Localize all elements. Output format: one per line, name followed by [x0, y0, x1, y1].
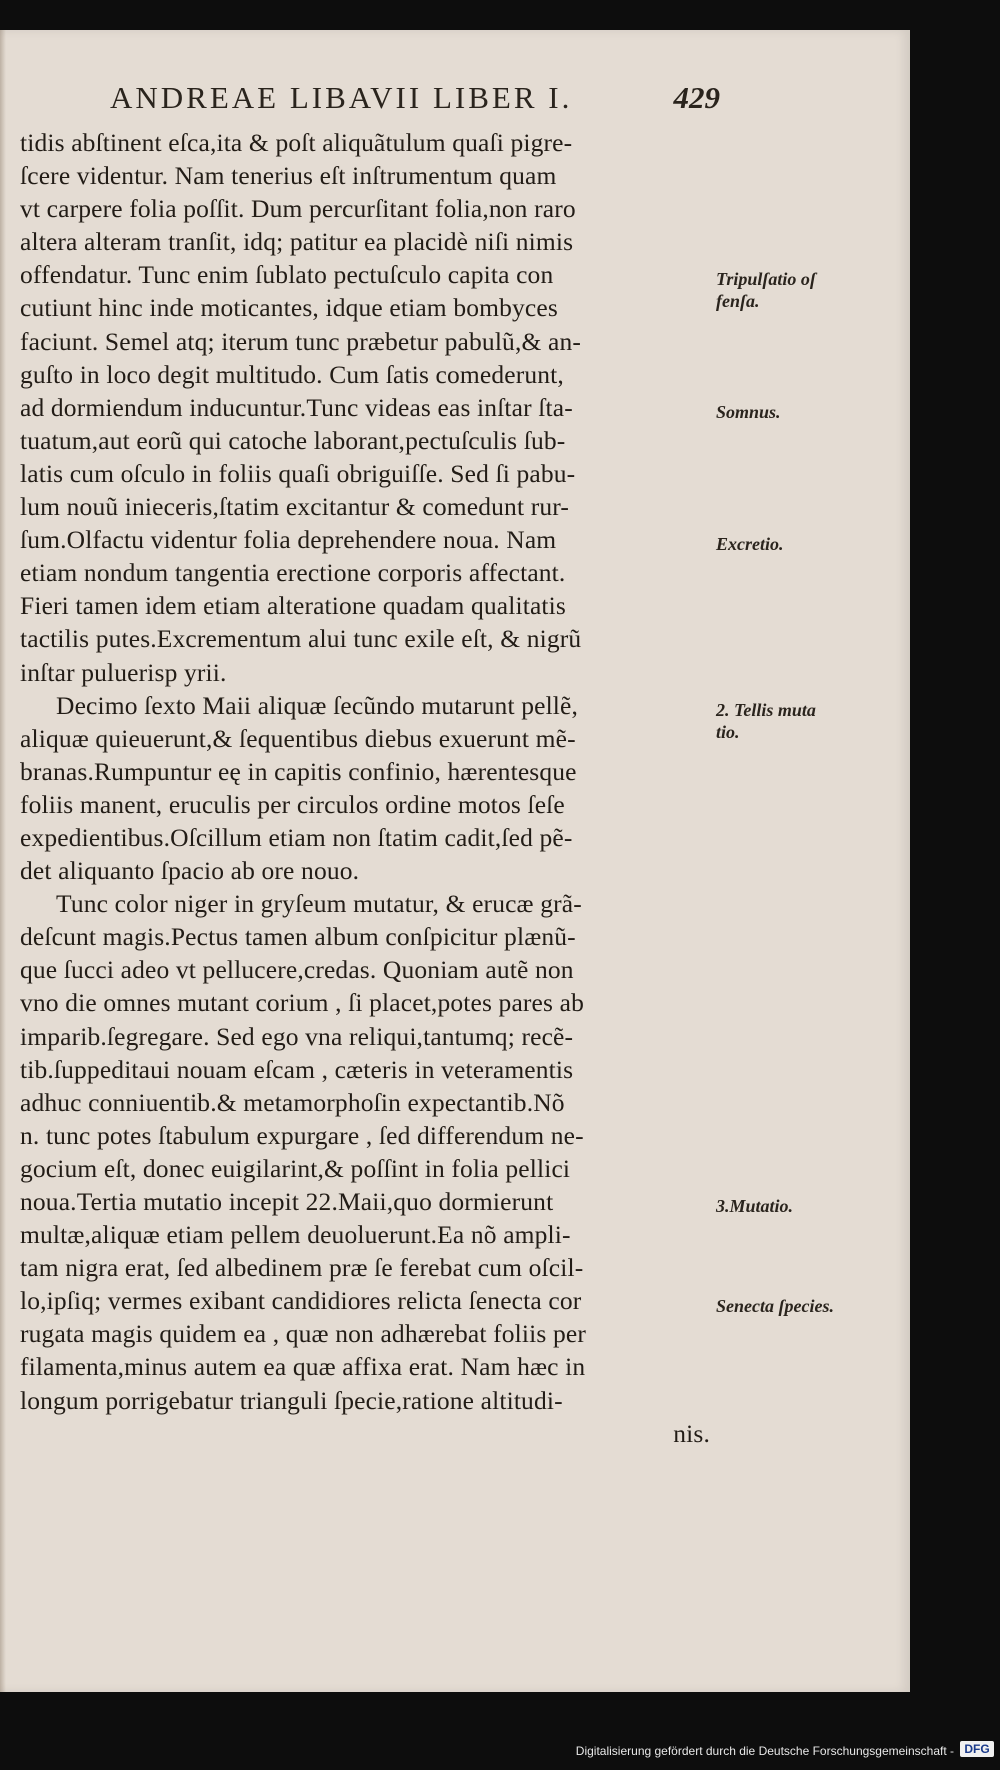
text-line: expedientibus.Oſcillum etiam non ſtatim cadit,ſed pẽ-	[20, 822, 573, 852]
text-line: branas.Rumpuntur eę in capitis confinio, hærentesque	[20, 756, 577, 786]
margin-note-line: fenſa.	[716, 291, 760, 312]
margin-note-line: Somnus.	[716, 401, 781, 422]
margin-note	[716, 533, 784, 555]
margin-note	[716, 699, 816, 743]
funding-credit: Digitalisierung gefördert durch die Deutsche Forschungsgemeinschaft -	[575, 1744, 954, 1758]
text-line: noua.Tertia mutatio incepit 22.Maii,quo dormierunt	[20, 1187, 554, 1216]
text-line: Fieri tamen idem etiam alteratione quadam qualitatis	[20, 591, 566, 621]
text-line: longum porrigebatur trianguli ſpecie,ratione altitudi-	[20, 1385, 563, 1415]
text-line: multæ,aliquæ etiam pellem deuoluerunt.Ea nõ ampli-	[20, 1220, 571, 1250]
text-line: imparib.ſegregare. Sed ego vna reliqui,tantumq; recẽ-	[20, 1021, 574, 1051]
text-line: ſcere videntur. Nam tenerius eſt inſtrumentum quam	[20, 161, 557, 191]
text-line: deſcunt magis.Pectus tamen album conſpicitur plænũ-	[20, 922, 576, 952]
text-line: vt carpere folia poſſit. Dum percurſitant folia,non raro	[20, 194, 576, 224]
text-line: ſum.Olfactu videntur folia deprehendere noua. Nam	[20, 525, 557, 555]
margin-note-line: Tripulſatio oſ	[716, 269, 816, 290]
running-head: ANDREAE LIBAVII LIBER I.	[110, 80, 573, 115]
text-line: det aliquanto ſpacio ab ore nouo.	[20, 856, 360, 886]
catchword: nis.	[673, 1418, 710, 1448]
text-line: Decimo ſexto Maii aliquæ ſecũndo mutarunt pellẽ,	[56, 690, 579, 720]
page-header	[110, 80, 720, 122]
text-line: n. tunc potes ſtabulum expurgare , ſed differendum ne-	[20, 1120, 584, 1150]
text-line: filamenta,minus autem ea quæ affixa erat. Nam hæc in	[20, 1352, 586, 1382]
book-page	[0, 30, 910, 1692]
text-line: tactilis putes.Excrementum alui tunc exile eſt, & nigrũ	[20, 624, 582, 654]
page-number: 429	[673, 80, 720, 115]
margin-note	[716, 401, 781, 423]
margin-note	[716, 1295, 834, 1317]
margin-note	[716, 1195, 793, 1217]
text-line: rugata magis quidem ea , quæ non adhærebat foliis per	[20, 1319, 586, 1349]
text-line: que ſucci adeo vt pellucere,credas. Quoniam autẽ non	[20, 955, 574, 985]
text-line: lo,ipſiq; vermes exibant candidiores relicta ſenecta cor	[20, 1286, 582, 1316]
text-line: tidis abſtinent eſca,ita & poſt aliquãtulum quaſi pigre-	[20, 128, 573, 157]
text-line: ad dormiendum inducuntur.Tunc videas eas inſtar ſta-	[20, 392, 573, 422]
text-line: tuatum,aut eorũ qui catoche laborant,pectuſculis ſub-	[20, 425, 566, 455]
margin-note-line: 3.Mutatio.	[716, 1196, 794, 1217]
margin-note-line: tio.	[716, 721, 740, 742]
text-line: aliquæ quieuerunt,& ſequentibus diebus exuerunt mẽ-	[20, 723, 576, 753]
margin-note-line: Excretio.	[716, 534, 784, 555]
text-line: foliis manent, eruculis per circulos ordine motos ſeſe	[20, 789, 565, 819]
margin-note-line: 2. Tellis muta	[716, 699, 816, 720]
text-line: guſto in loco degit multitudo. Cum ſatis comederunt,	[20, 359, 564, 389]
text-line: tam nigra erat, ſed albedinem præ ſe ferebat cum oſcil-	[20, 1253, 584, 1283]
margin-note-line: Senecta ſpecies.	[716, 1295, 834, 1316]
text-line: vno die omnes mutant corium , ſi placet,potes pares ab	[20, 988, 584, 1018]
text-line: offendatur. Tunc enim ſublato pectuſculo capita con	[20, 260, 554, 290]
text-line: inſtar puluerisp yrii.	[20, 657, 227, 687]
text-line: etiam nondum tangentia erectione corporis affectant.	[20, 558, 566, 588]
text-line: tib.ſuppeditaui nouam eſcam , cæteris in veteramentis	[20, 1054, 574, 1084]
text-line: cutiunt hinc inde moticantes, idque etiam bombyces	[20, 293, 558, 323]
margin-note	[716, 268, 816, 312]
text-line: faciunt. Semel atq; iterum tunc præbetur pabulũ,& an-	[20, 326, 582, 356]
text-line: gocium eſt, donec euigilarint,& poſſint in folia pellici	[20, 1153, 571, 1183]
text-line: latis cum oſculo in foliis quaſi obriguiſſe. Sed ſi pabu-	[20, 458, 576, 488]
text-line: adhuc conniuentib.& metamorphoſin expectantib.Nõ	[20, 1087, 565, 1117]
text-line: lum nouũ inieceris,ſtatim excitantur & comedunt rur-	[20, 492, 570, 522]
text-line: altera alteram tranſit, idq; patitur ea placidè niſi nimis	[20, 227, 574, 257]
body-text	[20, 126, 710, 1450]
text-line: Tunc color niger in gryſeum mutatur, & erucæ grã-	[56, 889, 582, 919]
dfg-logo: DFG	[960, 1741, 994, 1757]
